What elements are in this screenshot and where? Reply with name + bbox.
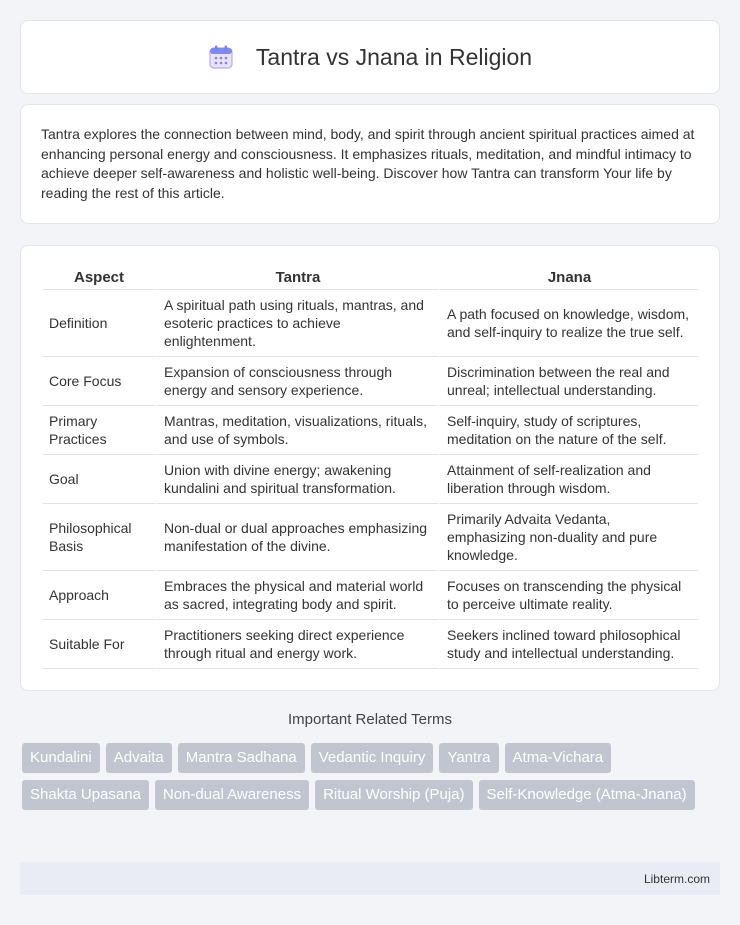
cell-aspect: Goal (43, 455, 155, 504)
header-jnana: Jnana (438, 266, 698, 290)
tag-non-dual-awareness[interactable]: Non-dual Awareness (155, 780, 309, 810)
cell-jnana: Self-inquiry, study of scriptures, meditation on the nature of the self. (438, 406, 698, 455)
cell-tantra: Non-dual or dual approaches emphasizing manifestation of the divine. (155, 504, 438, 571)
tag-ritual-worship[interactable]: Ritual Worship (Puja) (315, 780, 472, 810)
table-row (43, 571, 698, 620)
related-terms-title: Important Related Terms (288, 711, 452, 728)
cell-aspect: Philosophical Basis (43, 504, 155, 571)
cell-jnana: Attainment of self-realization and liberation through wisdom. (438, 455, 698, 504)
cell-tantra: Embraces the physical and material world as sacred, integrating body and spirit. (155, 571, 438, 620)
cell-tantra: Expansion of consciousness through energy and sensory experience. (155, 357, 438, 406)
tag-shakta-upasana[interactable]: Shakta Upasana (22, 780, 149, 810)
page-title: Tantra vs Jnana in Religion (255, 43, 533, 70)
footer (20, 862, 720, 895)
intro-paragraph: Tantra explores the connection between mind, body, and spirit through ancient spiritual practices aimed at enhancing personal energy and consciousness. It emphasizes rituals, meditation, and mindful intimacy to achieve deeper self-awareness and holistic well-being. Discover how Tantra can transform Your life by reading the rest of this article. (41, 126, 695, 201)
footer-site-link[interactable]: Libterm.com (643, 871, 710, 886)
related-terms-list (22, 743, 718, 810)
header (208, 44, 532, 71)
comparison-card (20, 245, 720, 691)
comparison-table (43, 266, 698, 669)
cell-tantra: A spiritual path using rituals, mantras, and esoteric practices to achieve enlightenment. (155, 290, 438, 357)
cell-jnana: Focuses on transcending the physical to perceive ultimate reality. (438, 571, 698, 620)
intro-card (20, 104, 720, 224)
table-row (43, 357, 698, 406)
cell-jnana: Seekers inclined toward philosophical study and intellectual understanding. (438, 620, 698, 669)
cell-jnana: Primarily Advaita Vedanta, emphasizing non-duality and pure knowledge. (438, 504, 698, 571)
tag-self-knowledge[interactable]: Self-Knowledge (Atma-Jnana) (479, 780, 695, 810)
header-tantra: Tantra (155, 266, 438, 290)
table-row (43, 455, 698, 504)
tag-mantra-sadhana[interactable]: Mantra Sadhana (178, 743, 305, 773)
table-row (43, 504, 698, 571)
tag-kundalini[interactable]: Kundalini (22, 743, 100, 773)
tag-atma-vichara[interactable]: Atma-Vichara (505, 743, 612, 773)
table-row (43, 290, 698, 357)
cell-tantra: Practitioners seeking direct experience through ritual and energy work. (155, 620, 438, 669)
table-header-row (43, 266, 698, 290)
cell-jnana: A path focused on knowledge, wisdom, and self-inquiry to realize the true self. (438, 290, 698, 357)
table-row (43, 406, 698, 455)
cell-jnana: Discrimination between the real and unreal; intellectual understanding. (438, 357, 698, 406)
cell-aspect: Core Focus (43, 357, 155, 406)
tag-advaita[interactable]: Advaita (106, 743, 172, 773)
header-card (20, 20, 720, 94)
cell-aspect: Suitable For (43, 620, 155, 669)
calendar-icon (208, 44, 234, 70)
header-aspect: Aspect (43, 266, 155, 290)
cell-tantra: Mantras, meditation, visualizations, rituals, and use of symbols. (155, 406, 438, 455)
tag-vedantic-inquiry[interactable]: Vedantic Inquiry (311, 743, 434, 773)
cell-aspect: Definition (43, 290, 155, 357)
cell-tantra: Union with divine energy; awakening kundalini and spiritual transformation. (155, 455, 438, 504)
table-row (43, 620, 698, 669)
tag-yantra[interactable]: Yantra (439, 743, 498, 773)
cell-aspect: Primary Practices (43, 406, 155, 455)
cell-aspect: Approach (43, 571, 155, 620)
